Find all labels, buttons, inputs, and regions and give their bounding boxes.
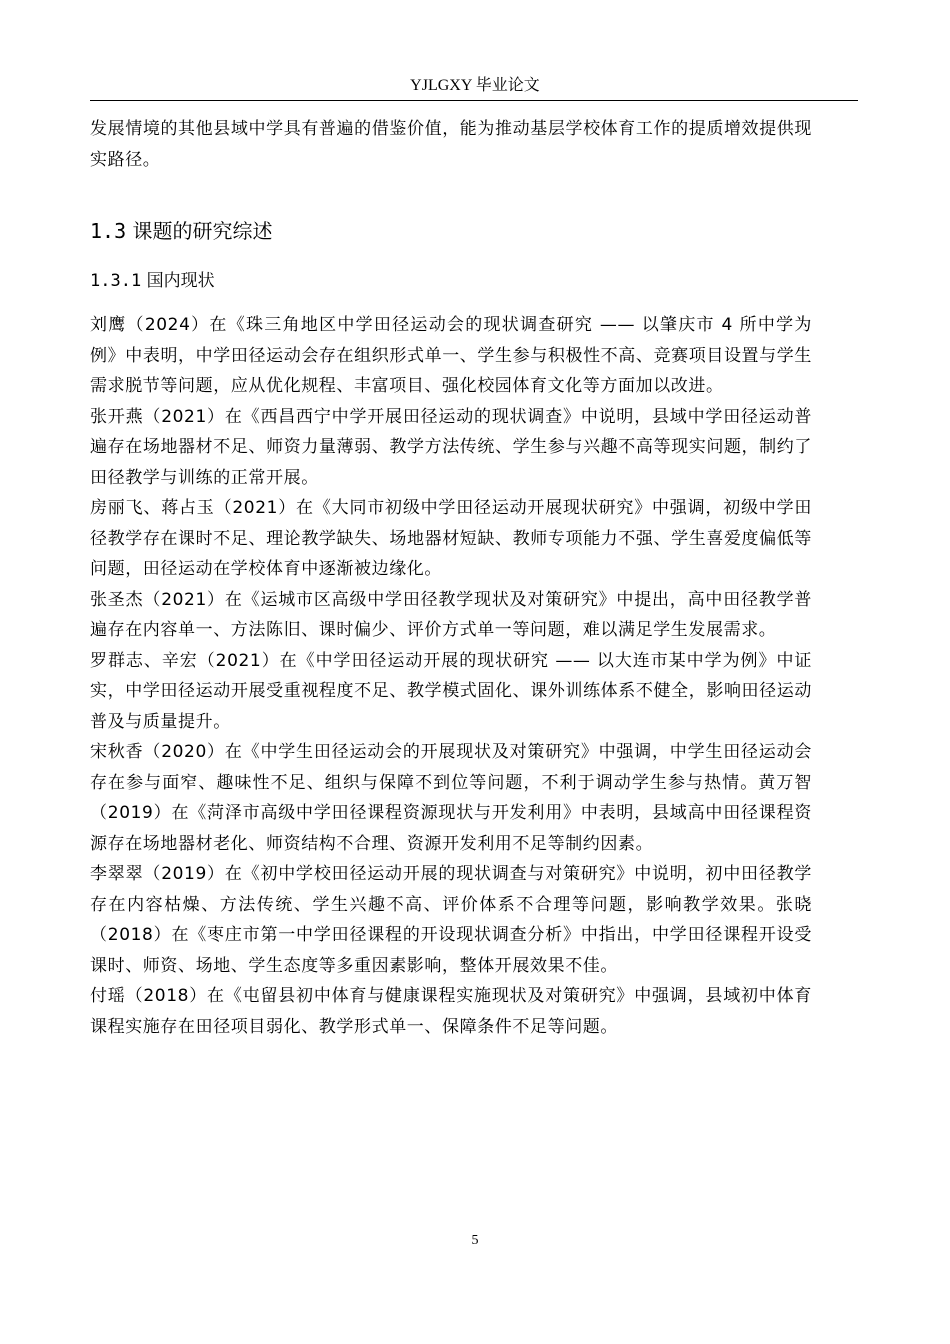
review-paragraph: 房丽飞、蒋占玉（2021）在《大同市初级中学田径运动开展现状研究》中强调，初级中学田径教学存在课时不足、理论教学缺失、场地器材短缺、教师专项能力不强、学生喜爱度偏低等问题，田径运动在学校体育中逐渐被边缘化。 bbox=[90, 498, 812, 579]
header-divider bbox=[90, 100, 858, 101]
review-paragraph: 刘鹰（2024）在《珠三角地区中学田径运动会的现状调查研究 —— 以肇庆市 4 所中学为例》中表明，中学田径运动会存在组织形式单一、学生参与积极性不高、竞赛项目设置与学生需求脱节等问题，应从优化规程、丰富项目、强化校园体育文化等方面加以改进。 bbox=[90, 315, 812, 396]
review-paragraph: 罗群志、辛宏（2021）在《中学田径运动开展的现状研究 —— 以大连市某中学为例》中证实，中学田径运动开展受重视程度不足、教学模式固化、课外训练体系不健全，影响田径运动普及与质量提升。 bbox=[90, 650, 812, 732]
running-header: YJLGXY 毕业论文 bbox=[410, 77, 540, 94]
review-paragraph: 张圣杰（2021）在《运城市区高级中学田径教学现状及对策研究》中提出，高中田径教学普遍存在内容单一、方法陈旧、课时偏少、评价方式单一等问题，难以满足学生发展需求。 bbox=[90, 589, 812, 640]
page-number: 5 bbox=[471, 1233, 479, 1248]
section-heading bbox=[90, 216, 812, 246]
section-title: 课题的研究综述 bbox=[132, 219, 273, 243]
literature-review-list bbox=[90, 310, 812, 1042]
review-paragraph: 张开燕（2021）在《西昌西宁中学开展田径运动的现状调查》中说明，县域中学田径运动普遍存在场地器材不足、师资力量薄弱、教学方法传统、学生参与兴趣不高等现实问题，制约了田径教学与训练的正常开展。 bbox=[90, 406, 812, 488]
review-paragraph: 李翠翠（2019）在《初中学校田径运动开展的现状调查与对策研究》中说明，初中田径教学存在内容枯燥、方法传统、学生兴趣不高、评价体系不合理等问题，影响教学效果。张晓（2018）在《枣庄市第一中学田径课程的开设现状调查分析》中指出，中学田径课程开设受课时、师资、场地、学生态度等多重因素影响，整体开展效果不佳。 bbox=[90, 864, 812, 976]
section-number: 1.3 bbox=[90, 219, 127, 243]
subsection-title: 国内现状 bbox=[146, 271, 215, 291]
subsection-number: 1.3.1 bbox=[90, 271, 142, 291]
subsection-heading bbox=[90, 266, 812, 296]
review-paragraph: 宋秋香（2020）在《中学生田径运动会的开展现状及对策研究》中强调，中学生田径运动会存在参与面窄、趣味性不足、组织与保障不到位等问题，不利于调动学生参与热情。黄万智（2019）在《菏泽市高级中学田径课程资源现状与开发利用》中表明，县域高中田径课程资源存在场地器材老化、师资结构不合理、资源开发利用不足等制约因素。 bbox=[90, 742, 812, 854]
review-paragraph: 付瑶（2018）在《屯留县初中体育与健康课程实施现状及对策研究》中强调，县域初中体育课程实施存在田径项目弱化、教学形式单一、保障条件不足等问题。 bbox=[90, 986, 812, 1037]
intro-paragraph: 发展情境的其他县域中学具有普遍的借鉴价值，能为推动基层学校体育工作的提质增效提供现实路径。 bbox=[90, 119, 812, 170]
page-body bbox=[90, 114, 812, 1042]
